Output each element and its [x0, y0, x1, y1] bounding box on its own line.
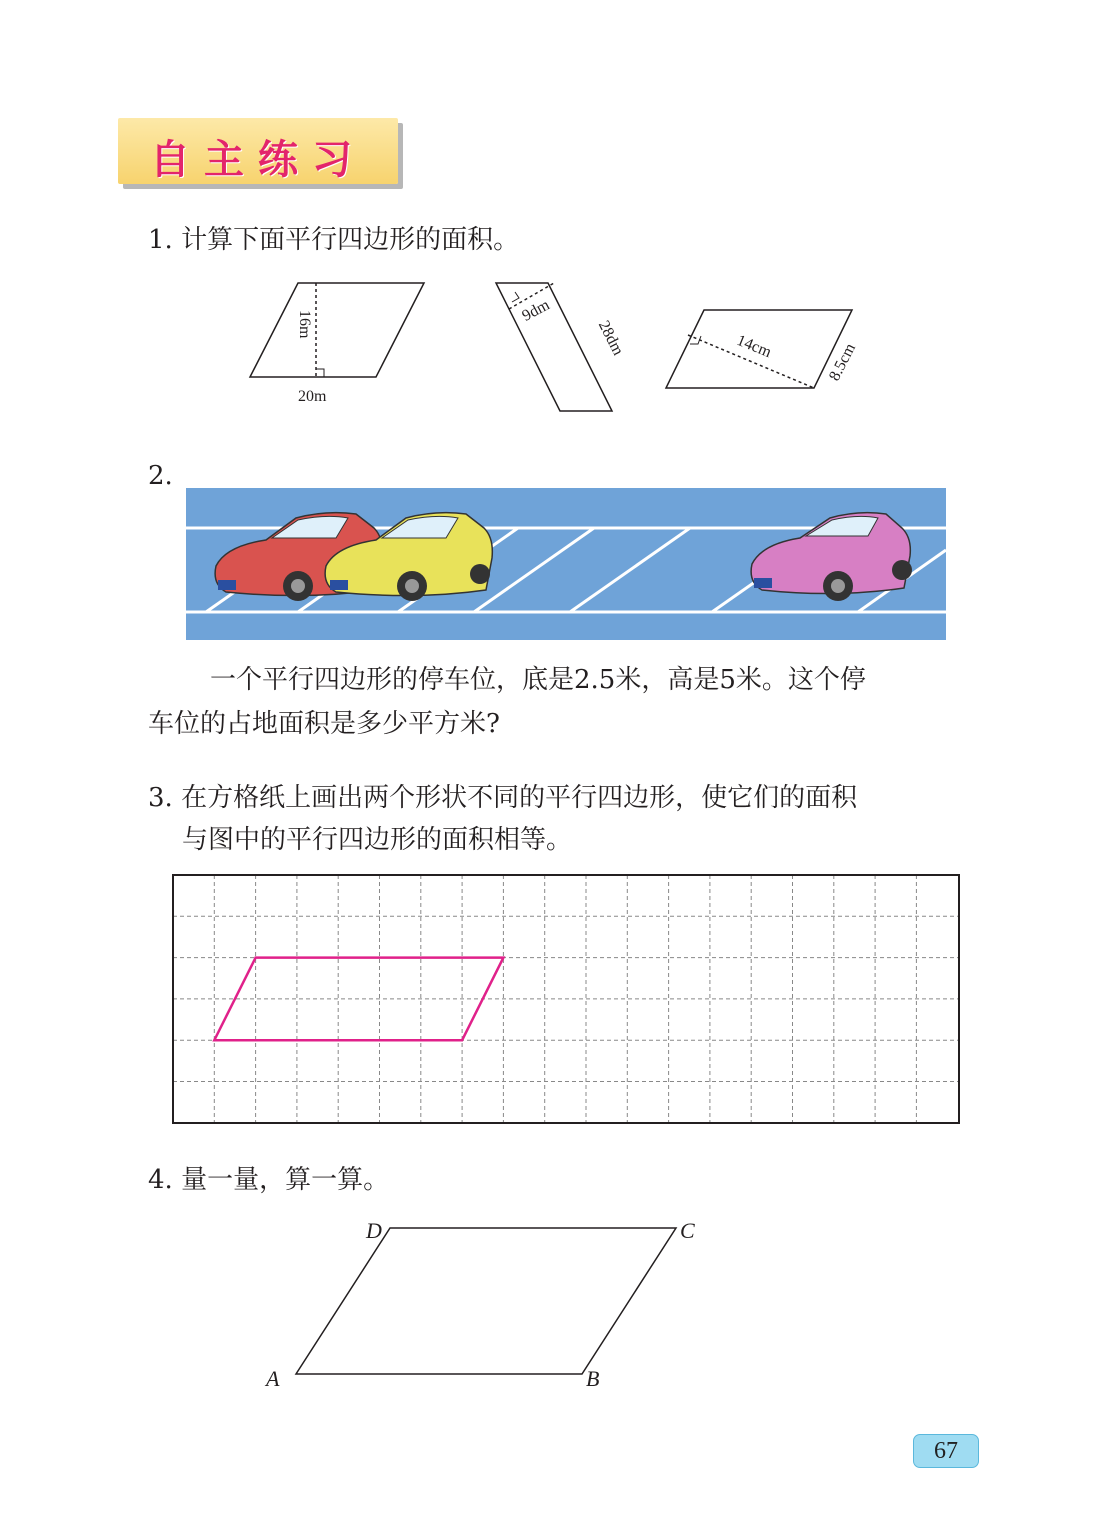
fig2-base-label: 28dm — [594, 318, 627, 359]
question-2-line-2: 车位的占地面积是多少平方米? — [148, 709, 500, 739]
fig2-height-label: 9dm — [519, 296, 553, 325]
fig3-base-label: 8.5cm — [826, 340, 860, 384]
question-2-number: 2. — [148, 461, 173, 491]
question-2-line-1: 一个平行四边形的停车位，底是2.5米，高是5米。这个停 — [210, 665, 866, 695]
vertex-label-d: D — [366, 1218, 382, 1243]
fig1-base-label: 20m — [298, 388, 327, 405]
vertex-label-c: C — [680, 1218, 695, 1243]
vertex-label-a: A — [266, 1366, 280, 1391]
fig3-height-label: 14cm — [734, 331, 774, 362]
section-title: 自主练习 — [150, 137, 366, 183]
question-1-text: 1. 计算下面平行四边形的面积。 — [148, 225, 520, 255]
question-3-line-2: 与图中的平行四边形的面积相等。 — [182, 825, 573, 855]
question-4-text: 4. 量一量，算一算。 — [148, 1165, 390, 1195]
fig1-height-label: 16m — [296, 310, 313, 339]
question-3-line-1: 3. 在方格纸上画出两个形状不同的平行四边形，使它们的面积 — [148, 783, 858, 813]
page-number: 67 — [913, 1434, 979, 1468]
vertex-label-b: B — [586, 1366, 600, 1391]
